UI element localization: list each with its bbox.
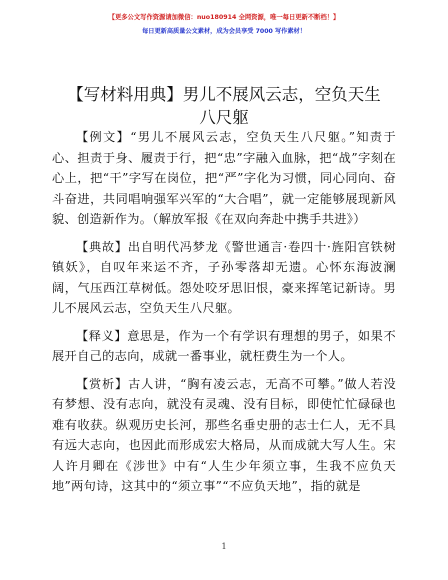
paragraph-label: 【赏析】 xyxy=(76,376,129,391)
promo-banner-line-2: 每日更新高质量公文素材，成为会员享受 7000 写作素材！ xyxy=(142,28,306,35)
paragraph-meaning xyxy=(52,326,396,367)
page-number: 1 xyxy=(221,542,227,551)
paragraph-example xyxy=(52,127,396,230)
paragraph-text: 出自明代冯梦龙《警世通言·卷四十·旌阳宫铁树镇妖》，自叹年来运不齐，子孙零落却无遗。心怀东海波澜阔，气压西江草树低。怨处咬牙思旧恨，豪来挥笔记新诗。男儿不展风云志，空负天生八尺躯。 xyxy=(52,239,396,315)
promo-banner-line-1: 【更多公文写作资源请加微信：nuo180914 全网资源，唯一每日更新不断档！】 xyxy=(108,14,340,21)
paragraph-label: 【典故】 xyxy=(76,239,128,254)
article-body xyxy=(52,127,396,497)
paragraph-label: 【释义】 xyxy=(76,328,128,343)
paragraph-text: 古人讲，“胸有凌云志，无高不可攀。”做人若没有梦想、没有志向，就没有灵魂、没有目标，即使忙忙碌碌也难有收获。纵观历史长河，那些名垂史册的志士仁人，无不具有远大志向，也因此而形成宏大格局，从而成就大写人生。宋人许月卿在《涉世》中有“人生少年须立事，生我不应负天地”两句诗，这其中的“须立事”“不应负天地”，指的就是 xyxy=(52,376,396,493)
paragraph-text: “男儿不展风云志，空负天生八尺躯。”知责于心、担责于身、履责于行，把“忠”字融入血脉，把“战”字刻在心上，把“干”字写在岗位，把“严”字化为习惯，同心同向、奋斗奋进，共同唱响强军兴军的“大合唱”，就一定能够展现新风貌、创造新作为。（解放军报《在双向奔赴中携手共进》） xyxy=(52,130,396,226)
article-title: 【写材料用典】男儿不展风云志，空负天生八尺躯 xyxy=(67,85,381,127)
paragraph-text: 意思是，作为一个有学识有理想的男子，如果不展开自己的志向，成就一番事业，就枉费生为一个人。 xyxy=(52,328,396,363)
paragraph-label: 【例文】 xyxy=(76,130,131,144)
paragraph-appreciation xyxy=(52,374,396,497)
paragraph-origin xyxy=(52,237,396,319)
